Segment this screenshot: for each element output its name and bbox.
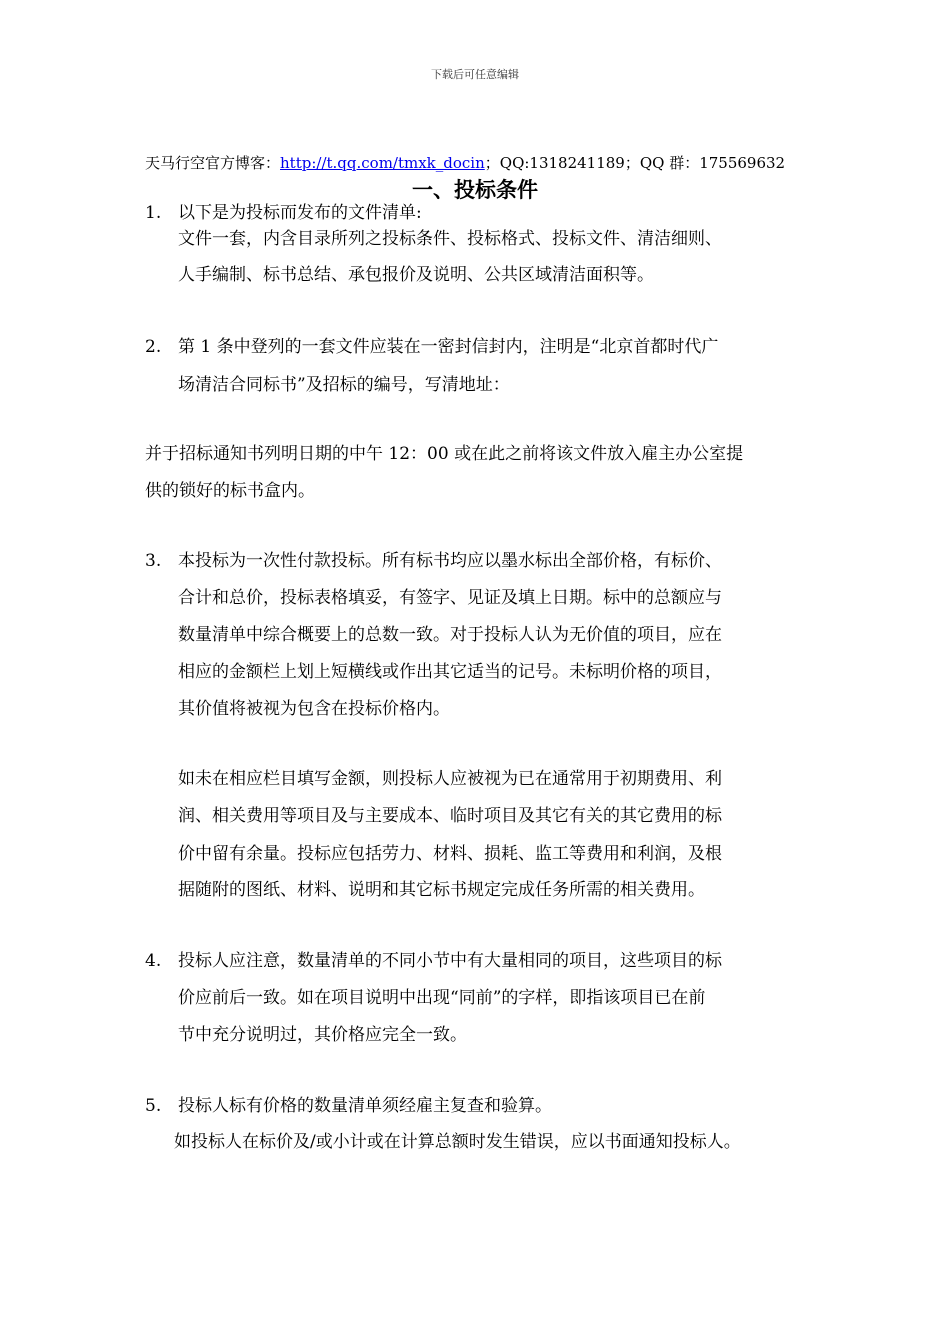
item-3-cont-line-3: 价中留有余量。投标应包括劳力、材料、损耗、监工等费用和利润，及根 bbox=[178, 844, 722, 864]
section-title: 一、投标条件 bbox=[412, 178, 538, 202]
item-1-number: 1. bbox=[145, 203, 162, 223]
item-4-line-2: 价应前后一致。如在项目说明中出现“同前”的字样，即指该项目已在前 bbox=[178, 988, 706, 1008]
item-2-line-1: 第 1 条中登列的一套文件应装在一密封信封内，注明是“北京首都时代广 bbox=[178, 337, 719, 357]
item-5-number: 5. bbox=[145, 1096, 162, 1116]
item-3-number: 3. bbox=[145, 551, 162, 571]
item-3-cont-line-1: 如未在相应栏目填写金额，则投标人应被视为已在通常用于初期费用、利 bbox=[178, 769, 722, 789]
item-2-line-2: 场清洁合同标书”及招标的编号，写清地址： bbox=[178, 375, 510, 395]
blog-line bbox=[145, 152, 785, 173]
blog-suffix: ；QQ:1318241189；QQ 群：175569632 bbox=[484, 154, 786, 172]
item-1-line-2: 文件一套，内含目录所列之投标条件、投标格式、投标文件、清洁细则、 bbox=[178, 229, 722, 249]
paragraph-line-1: 并于招标通知书列明日期的中午 12：00 或在此之前将该文件放入雇主办公室提 bbox=[145, 444, 744, 464]
item-2-number: 2. bbox=[145, 337, 162, 357]
item-3-line-4: 相应的金额栏上划上短横线或作出其它适当的记号。未标明价格的项目， bbox=[178, 662, 722, 682]
item-3-line-3: 数量清单中综合概要上的总数一致。对于投标人认为无价值的项目，应在 bbox=[178, 625, 722, 645]
item-3-cont-line-2: 润、相关费用等项目及与主要成本、临时项目及其它有关的其它费用的标 bbox=[178, 806, 722, 826]
blog-link[interactable]: http://t.qq.com/tmxk_docin bbox=[280, 154, 485, 172]
item-5-line-2: 如投标人在标价及/或小计或在计算总额时发生错误，应以书面通知投标人。 bbox=[174, 1132, 741, 1152]
item-1-line-3: 人手编制、标书总结、承包报价及说明、公共区域清洁面积等。 bbox=[178, 265, 654, 285]
paragraph-line-2: 供的锁好的标书盒内。 bbox=[145, 481, 315, 501]
item-3-line-2: 合计和总价，投标表格填妥，有签字、见证及填上日期。标中的总额应与 bbox=[178, 588, 722, 608]
item-3-line-1: 本投标为一次性付款投标。所有标书均应以墨水标出全部价格，有标价、 bbox=[178, 551, 722, 571]
item-4-number: 4. bbox=[145, 951, 162, 971]
item-4-line-3: 节中充分说明过，其价格应完全一致。 bbox=[178, 1025, 467, 1045]
item-4-line-1: 投标人应注意，数量清单的不同小节中有大量相同的项目，这些项目的标 bbox=[178, 951, 722, 971]
item-3-cont-line-4: 据随附的图纸、材料、说明和其它标书规定完成任务所需的相关费用。 bbox=[178, 880, 705, 900]
blog-prefix: 天马行空官方博客： bbox=[145, 154, 281, 172]
page-header-note: 下载后可任意编辑 bbox=[431, 68, 519, 81]
item-5-line-1: 投标人标有价格的数量清单须经雇主复查和验算。 bbox=[178, 1096, 552, 1116]
item-3-line-5: 其价值将被视为包含在投标价格内。 bbox=[178, 699, 450, 719]
item-1-line-1: 以下是为投标而发布的文件清单: bbox=[178, 203, 422, 223]
